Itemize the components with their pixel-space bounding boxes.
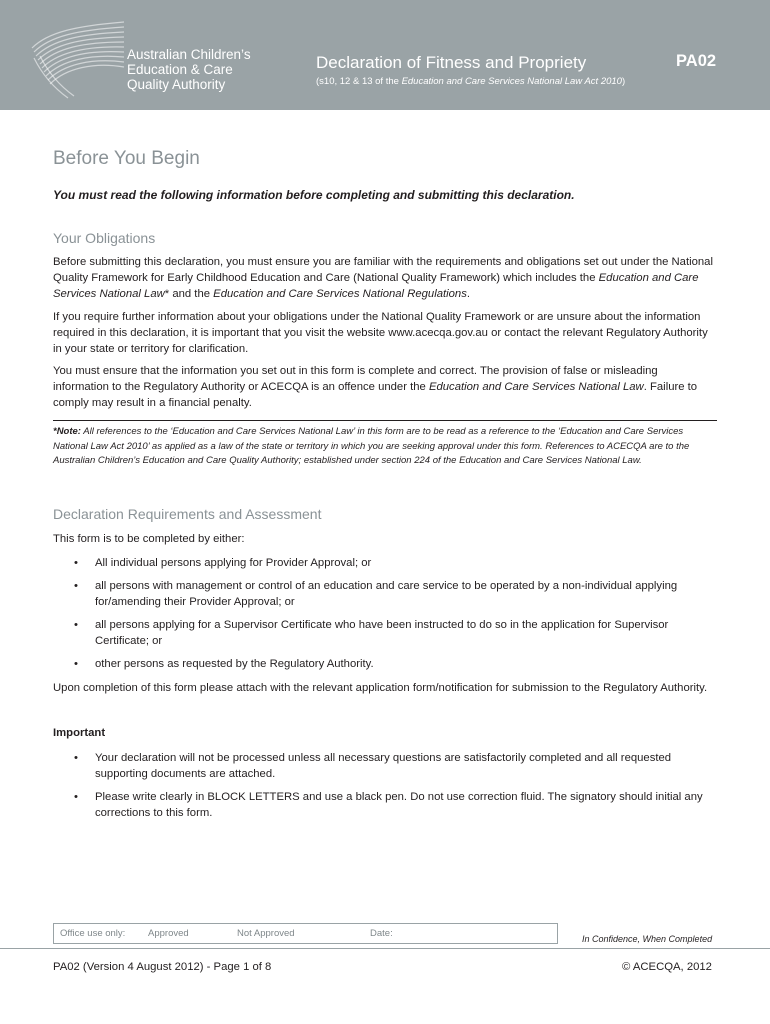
org-name-line-3: Quality Authority	[127, 77, 226, 92]
acecqa-logo-icon	[28, 18, 128, 100]
footer-version: PA02 (Version 4 August 2012) - Page 1 of 8	[53, 961, 272, 973]
subtitle-post: )	[621, 76, 626, 87]
office-date: Date:	[370, 928, 393, 939]
footer-copyright: © ACECQA, 2012	[622, 961, 712, 973]
p1-national-law: Education and Care Services National Law	[53, 272, 699, 300]
org-name-line-1: Australian Children’s	[127, 47, 251, 62]
document-code: PA02	[676, 52, 717, 70]
requirements-list	[53, 555, 715, 679]
p1-text-b: * and the	[164, 288, 214, 300]
bullet-icon: •	[74, 580, 78, 592]
obligations-heading: Your Obligations	[53, 230, 156, 246]
bullet-icon: •	[74, 557, 78, 569]
important-heading: Important	[53, 727, 106, 739]
office-use-label: Office use only:	[60, 928, 126, 939]
confidence-notice: In Confidence, When Completed	[582, 934, 713, 944]
list-item: • all persons applying for a Supervisor Certificate who have been instructed to do so in the application for Supervisor Certificate; or	[74, 619, 669, 647]
document-subtitle	[316, 76, 625, 87]
note-divider	[53, 420, 717, 421]
requirements-intro: This form is to be completed by either:	[53, 533, 245, 545]
subtitle-pre: (s10, 12 & 13 of the	[316, 76, 402, 87]
law-reference-note	[53, 425, 715, 469]
completion-paragraph: Upon completion of this form please attach with the relevant application form/notification for submission to the Regulatory Authority.	[53, 682, 708, 694]
bullet-icon: •	[74, 619, 78, 631]
page-heading: Before You Begin	[53, 148, 200, 169]
important-list	[53, 750, 715, 828]
header-band	[0, 0, 770, 110]
org-name-line-2: Education & Care	[127, 62, 233, 77]
subtitle-act-name: Education and Care Services National Law Act 2010	[401, 76, 622, 87]
lead-instruction: You must read the following information before completing and submitting this declaration.	[53, 188, 575, 202]
list-item: • other persons as requested by the Regulatory Authority.	[74, 658, 374, 670]
document-title: Declaration of Fitness and Propriety	[316, 53, 587, 72]
office-use-box	[53, 923, 558, 944]
footer-divider	[0, 948, 770, 949]
p3-national-law: Education and Care Services National Law	[428, 381, 644, 393]
office-not-approved: Not Approved	[237, 928, 295, 939]
org-name	[127, 47, 251, 92]
p1-national-regulations: Education and Care Services National Regulations	[213, 288, 467, 300]
bullet-icon: •	[74, 752, 78, 764]
bullet-icon: •	[74, 791, 78, 803]
list-item: • all persons with management or control of an education and care service to be operated by a non-individual applying for/amending their Provider Approval; or	[74, 580, 678, 608]
obligations-paragraph-1	[53, 254, 715, 302]
obligations-paragraph-2: If you require further information about your obligations under the National Quality Framework or are unsure about the information required in this declaration, it is important that you visit the website www.acecqa.gov.au or contact the relevant Regulatory Authority in your state or territory for clarification.	[53, 311, 708, 355]
p3-text-b: . Failure to comply may result in a financial penalty.	[53, 381, 698, 409]
p1-text-c: .	[466, 288, 470, 300]
p3-text-a: You must ensure that the information you set out in this form is complete and correct. The provision of false or misleading information to the Regulatory Authority or ACECQA is an offence under the	[53, 365, 658, 393]
note-text: All references to the ‘Education and Care Services National Law’ in this form are to be read as a reference to the ‘Education and Care Services National Law Act 2010’ as applied as a law of the state or territory in which you are seeking approval under this form. References to ACECQA are to the Australian Children’s Education and Care Quality Authority; established under section 224 of the Education and Care Services National Law.	[53, 426, 690, 466]
p1-text-a: Before submitting this declaration, you must ensure you are familiar with the requirements and obligations set out under the National Quality Framework for Early Childhood Education and Care (National Quality Framework) which includes the	[53, 256, 713, 284]
obligations-paragraph-3	[53, 363, 715, 411]
requirements-heading: Declaration Requirements and Assessment	[53, 506, 322, 522]
list-item: • All individual persons applying for Provider Approval; or	[74, 557, 372, 569]
list-item: • Please write clearly in BLOCK LETTERS and use a black pen. Do not use correction fluid. The signatory should initial any corrections to this form.	[74, 791, 703, 819]
office-approved: Approved	[148, 928, 189, 939]
note-label: *Note:	[53, 426, 81, 437]
list-item: • Your declaration will not be processed unless all necessary questions are satisfactorily completed and all requested supporting documents are attached.	[74, 752, 672, 780]
bullet-icon: •	[74, 658, 78, 670]
